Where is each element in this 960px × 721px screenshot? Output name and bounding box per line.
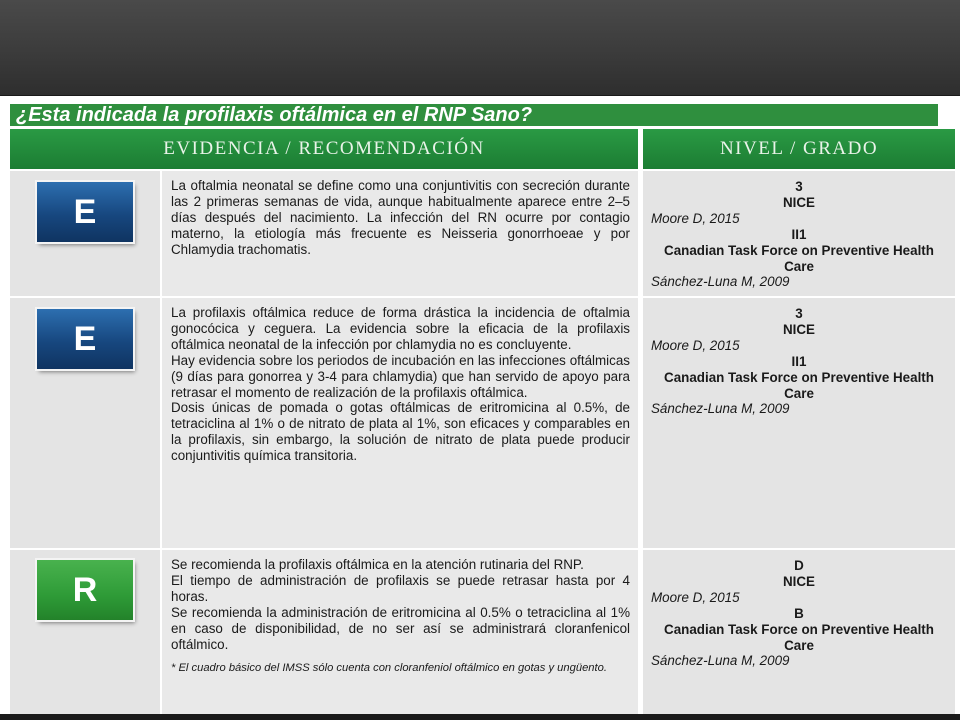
- dark-top-band: [0, 0, 960, 95]
- table-row: [10, 296, 955, 548]
- table-row: [10, 548, 955, 715]
- paragraph: Se recomienda la administración de eritromicina al 0.5% o tetraciclina al 1% en caso de disponibilidad, de no ser así se administrará cloranfenicol oftálmico.: [171, 604, 630, 652]
- evidence-badge-icon: E: [37, 309, 133, 369]
- level-grade: II1: [791, 226, 807, 242]
- level-source: Canadian Task Force on Preventive Health Care: [664, 242, 934, 274]
- paragraph: Dosis únicas de pomada o gotas oftálmicas de eritromicina al 0.5%, de tetraciclina al 1% o de nitrato de plata al 1%, son eficaces y comparables en la profilaxis, sin embargo, la solución de nitrato de plata puede producir conjuntivitis química transitoria.: [171, 400, 630, 464]
- level-grade: 3: [795, 179, 803, 194]
- recommendation-badge-icon: R: [37, 560, 133, 620]
- level-cell: [643, 171, 955, 296]
- level-reference: Sánchez-Luna M, 2009: [651, 401, 790, 417]
- level-source: Canadian Task Force on Preventive Health Care: [664, 369, 934, 401]
- header-level: NIVEL / GRADO: [643, 129, 955, 169]
- level-source: Canadian Task Force on Preventive Health Care: [664, 621, 934, 653]
- evidence-badge-icon: E: [37, 182, 133, 242]
- badge-cell: [10, 171, 162, 296]
- level-cell: [643, 550, 955, 715]
- slide: [0, 95, 960, 721]
- level-cell: [643, 298, 955, 548]
- evidence-text: [162, 171, 638, 296]
- bottom-border: [0, 714, 960, 720]
- evidence-text: [162, 298, 638, 548]
- level-source: NICE: [783, 194, 815, 210]
- level-grade: 3: [795, 306, 803, 321]
- paragraph: Hay evidencia sobre los periodos de incubación en las infecciones oftálmicas (9 días para gonorrea y 3-4 para chlamydia) que han servido de apoyo para retrasar el momento de realización de la profilaxis oftálmica.: [171, 352, 630, 400]
- level-source: NICE: [783, 321, 815, 337]
- level-grade: D: [794, 558, 804, 573]
- paragraph: El tiempo de administración de profilaxis se puede retrasar hasta por 4 horas.: [171, 572, 630, 604]
- table-row: [10, 169, 955, 296]
- page-title: ¿Esta indicada la profilaxis oftálmica en el RNP Sano?: [10, 104, 938, 126]
- badge-cell: [10, 298, 162, 548]
- header-evidence: EVIDENCIA / RECOMENDACIÓN: [10, 129, 638, 169]
- level-grade: II1: [791, 353, 807, 369]
- paragraph: Se recomienda la profilaxis oftálmica en la atención rutinaria del RNP.: [171, 557, 584, 572]
- footnote: * El cuadro básico del IMSS sólo cuenta con cloranfeniol oftálmico en gotas y ungüento.: [171, 662, 607, 675]
- level-reference: Moore D, 2015: [651, 210, 740, 226]
- evidence-text: [162, 550, 638, 715]
- level-grade: B: [794, 605, 804, 621]
- level-reference: Moore D, 2015: [651, 337, 740, 353]
- level-reference: Moore D, 2015: [651, 589, 740, 605]
- level-reference: Sánchez-Luna M, 2009: [651, 274, 790, 290]
- level-source: NICE: [783, 573, 815, 589]
- level-reference: Sánchez-Luna M, 2009: [651, 653, 790, 669]
- badge-cell: [10, 550, 162, 715]
- paragraph: La oftalmia neonatal se define como una conjuntivitis con secreción durante las 2 primeras semanas de vida, aunque habitualmente aparece entre 2–5 días después del nacimiento. La infección del RN ocurre por contagio materno, la etiología más frecuente es Neisseria gonorrhoeae y por Chlamydia trachomatis.: [171, 178, 630, 257]
- paragraph: La profilaxis oftálmica reduce de forma drástica la incidencia de oftalmia gonocócica y ceguera. La evidencia sobre la eficacia de la profilaxis oftálmica neonatal de la infección por chlamydia no es concluyente.: [171, 305, 630, 352]
